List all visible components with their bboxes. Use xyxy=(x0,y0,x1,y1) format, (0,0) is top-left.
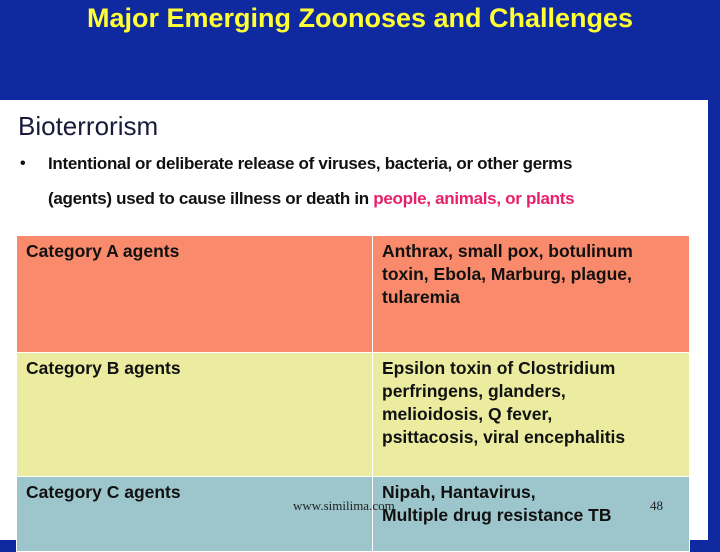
category-b-agents-line: perfringens, glanders, xyxy=(382,381,566,401)
category-a-agents-line: tularemia xyxy=(382,287,460,307)
category-b-agents-line: melioidosis, Q fever, xyxy=(382,404,553,424)
category-c-label: Category C agents xyxy=(17,477,373,552)
slide-title: Major Emerging Zoonoses and Challenges xyxy=(86,3,634,33)
bullet-text-highlight: people, animals, or plants xyxy=(373,189,575,208)
right-border-strip xyxy=(708,100,720,540)
category-c-agents xyxy=(373,477,690,552)
bullet-text-prefix: (agents) used to cause illness or death in xyxy=(48,189,374,208)
category-a-agents-line: Anthrax, small pox, botulinum xyxy=(382,241,633,261)
page-number: 48 xyxy=(650,498,663,513)
category-c-agents-line: Multiple drug resistance TB xyxy=(382,505,612,525)
category-a-agents xyxy=(373,236,690,353)
category-a-label: Category A agents xyxy=(17,236,373,353)
table-row-category-b xyxy=(17,353,690,477)
category-a-agents-line: toxin, Ebola, Marburg, plague, xyxy=(382,264,632,284)
footer-url: www.similima.com xyxy=(293,498,395,513)
category-c-agents-line: Nipah, Hantavirus, xyxy=(382,482,536,502)
table-row-category-a xyxy=(17,236,690,353)
category-b-agents-line: psittacosis, viral encephalitis xyxy=(382,427,626,447)
section-heading: Bioterrorism xyxy=(18,111,159,141)
category-b-label: Category B agents xyxy=(17,353,373,477)
table-row-category-c xyxy=(17,477,690,552)
category-b-agents xyxy=(373,353,690,477)
category-b-agents-line: Epsilon toxin of Clostridium xyxy=(382,358,616,378)
bullet-text-line-2 xyxy=(48,187,574,211)
bullet-marker: • xyxy=(20,155,26,172)
bullet-text-line-1: Intentional or deliberate release of viruses, bacteria, or other germs xyxy=(48,154,573,173)
